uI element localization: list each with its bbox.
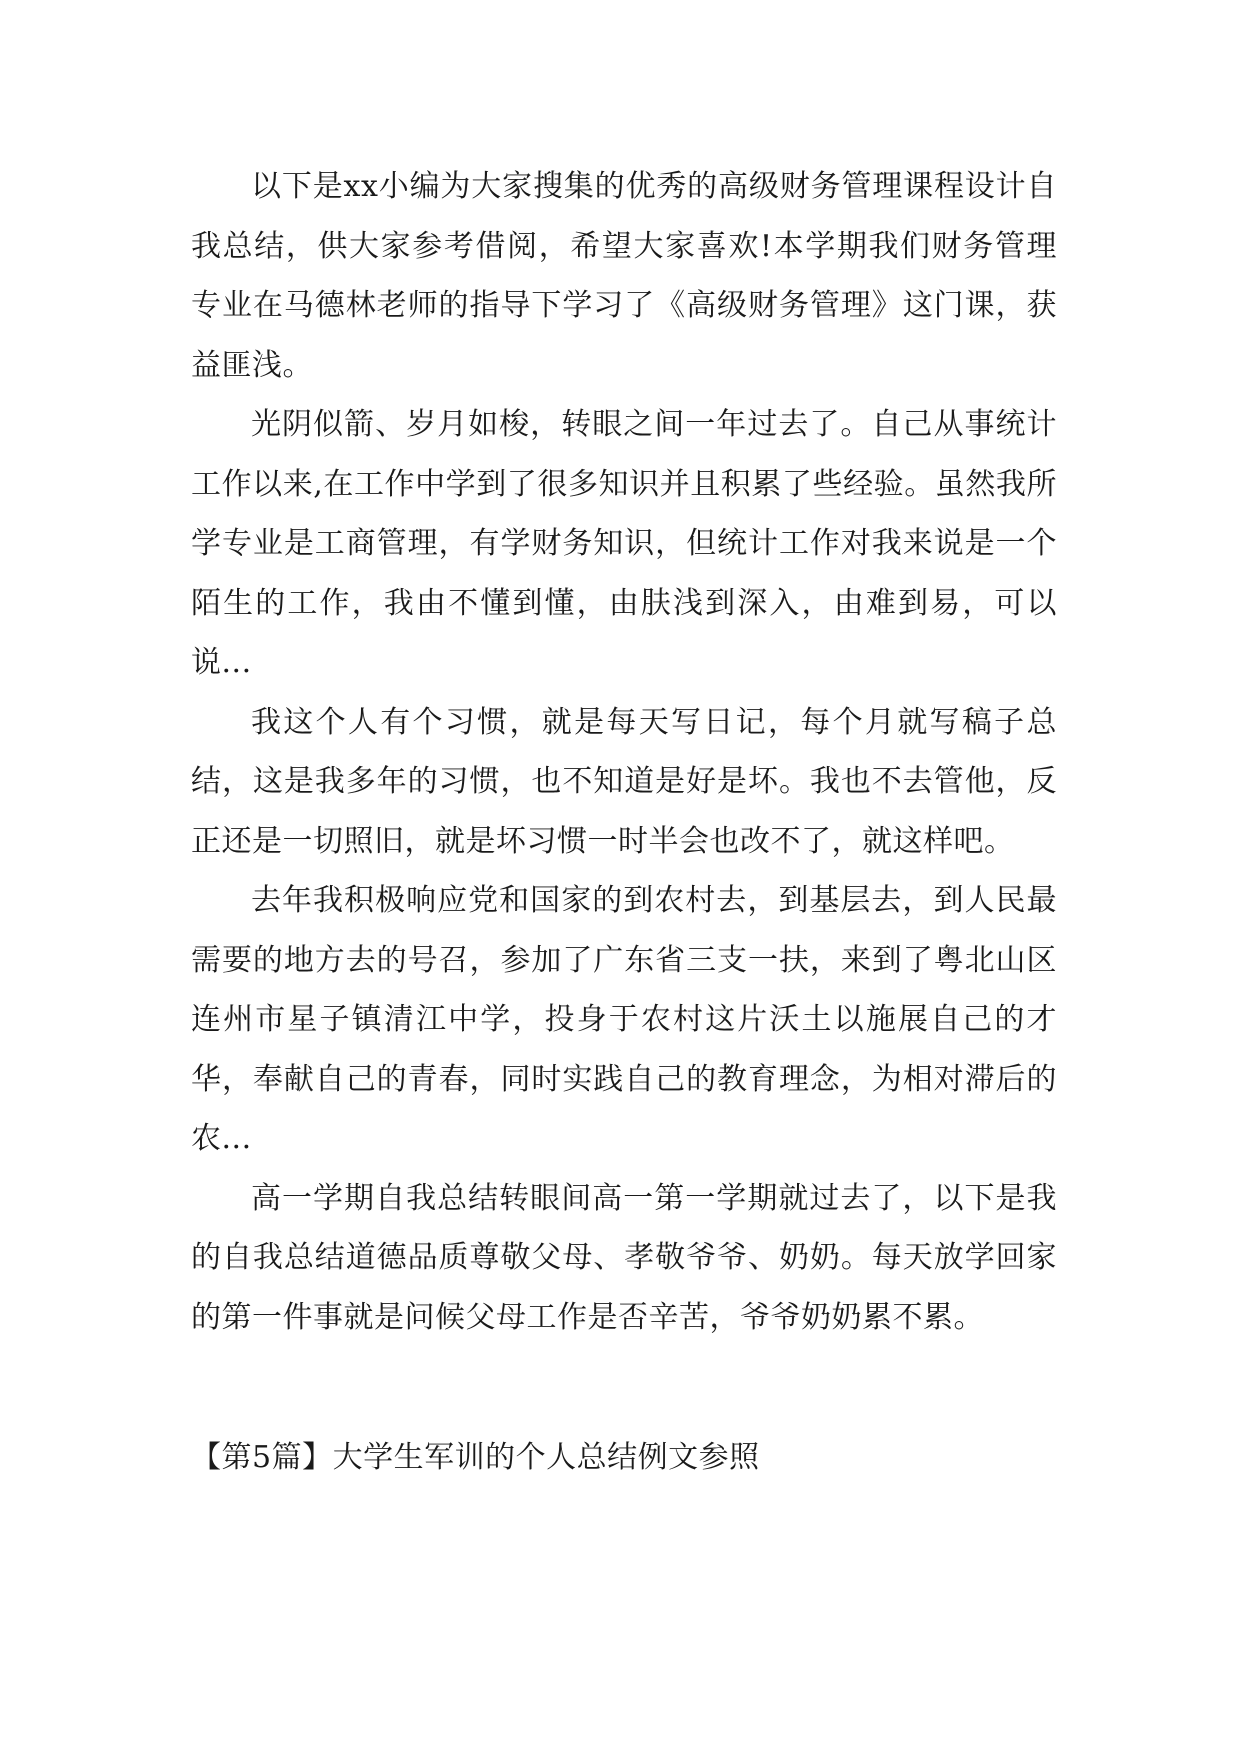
paragraph-diary-habit: 我这个人有个习惯，就是每天写日记，每个月就写稿子总结，这是我多年的习惯，也不知道是好是坏。我也不去管他，反正还是一切照旧，就是坏习惯一时半会也改不了，就这样吧。 — [191, 704, 1057, 859]
document-body — [191, 157, 1057, 1488]
paragraph-semester-summary: 高一学期自我总结转眼间高一第一学期就过去了，以下是我的自我总结道德品质尊敬父母、孝敬爷爷、奶奶。每天放学回家的第一件事就是问候父母工作是否辛苦，爷爷奶奶累不累。 — [191, 1180, 1057, 1335]
paragraph-rural-service: 去年我积极响应党和国家的到农村去，到基层去，到人民最需要的地方去的号召，参加了广东省三支一扶，来到了粤北山区连州市星子镇清江中学，投身于农村这片沃土以施展自己的才华，奉献自己的青春，同时实践自己的教育理念，为相对滞后的农... — [191, 883, 1057, 1156]
paragraph-intro: 以下是xx小编为大家搜集的优秀的高级财务管理课程设计自我总结，供大家参考借阅，希望大家喜欢!本学期我们财务管理专业在马德林老师的指导下学习了《高级财务管理》这门课，获益匪浅。 — [191, 169, 1057, 383]
section-heading: 【第5篇】大学生军训的个人总结例文参照 — [191, 1440, 760, 1475]
paragraph-statistics-work: 光阴似箭、岁月如梭，转眼之间一年过去了。自己从事统计工作以来,在工作中学到了很多知识并且积累了些经验。虽然我所学专业是工商管理，有学财务知识，但统计工作对我来说是一个陌生的工作，我由不懂到懂，由肤浅到深入，由难到易，可以说... — [191, 407, 1057, 680]
